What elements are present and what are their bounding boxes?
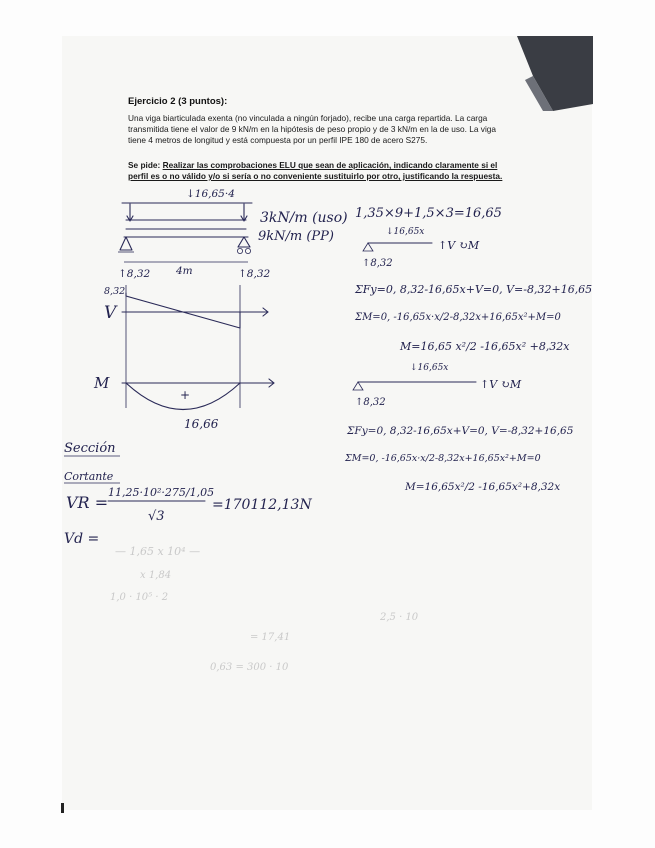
scan-edge-mark	[61, 803, 64, 813]
section-check	[64, 441, 312, 547]
load-use-label: 3kN/m (uso)	[260, 210, 348, 226]
moment-sign: +	[180, 388, 191, 402]
roller-support-right	[238, 237, 250, 247]
svg-text:— 1,65 x 10⁴ —: — 1,65 x 10⁴ —	[115, 545, 201, 558]
vd-label: Vd =	[64, 531, 100, 547]
load-pp-label: 9kN/m (PP)	[258, 229, 335, 244]
fbd1-reactions: ↑V ↻M	[438, 239, 480, 252]
exercise-statement: Una viga biarticulada exenta (no vinculada a ningún forjado), recibe una carga repartida. La carga transmitida tiene el valor de 9 kN/m en la hipótesis de peso propio y de 3 kN/m en la de uso. La viga tiene 4 metros de longitud y está compuesta por un perfil IPE 180 de acero S275.	[128, 113, 497, 145]
span-label: 4m	[176, 265, 193, 277]
question-text: Realizar las comprobaciones ELU que sean de aplicación, indicando claramente si el perfil es o no válido y/o si sería o no conveniente sustituirlo por otro, justificando la respuesta.	[128, 160, 503, 181]
vr-numerator: 11,25·10²·275/1,05	[108, 486, 215, 499]
fbd2-support-label: ↑8,32	[355, 397, 386, 408]
equilibrium-calculations	[344, 206, 592, 493]
fbd1-support-label: ↑8,32	[362, 258, 393, 269]
reaction-left-label: ↑8,32	[118, 268, 151, 280]
shear-value-label: 8,32	[104, 286, 126, 297]
exercise-title: Ejercicio 2 (3 puntos):	[128, 96, 228, 107]
fbd2-reactions: ↑V ↻M	[480, 378, 522, 391]
question-label: Se pide:	[128, 160, 161, 170]
moment-result-1: M=16,65 x²/2 -16,65x² +8,32x	[400, 340, 570, 353]
svg-text:2,5 · 10: 2,5 · 10	[380, 612, 419, 623]
fbd2-load-label: ↓16,65x	[410, 363, 449, 373]
moment-max-label: 16,66	[184, 417, 219, 431]
pinned-support-left	[120, 237, 132, 250]
vr-denominator: √3	[148, 509, 165, 524]
reaction-right-label: ↑8,32	[238, 268, 271, 280]
section-title: Sección	[64, 441, 116, 456]
svg-text:= 17,41: = 17,41	[250, 632, 291, 643]
shear-axis-label: V	[104, 303, 117, 323]
svg-text:0,63 = 300 · 10: 0,63 = 300 · 10	[210, 662, 289, 673]
svg-text:x 1,84: x 1,84	[140, 570, 172, 581]
equation-sum-fy-1: ΣFy=0, 8,32-16,65x+V=0, V=-8,32+16,65	[355, 283, 593, 296]
total-load-label: ↓16,65·4	[186, 188, 235, 200]
moment-axis-label: M	[94, 374, 110, 392]
equation-sum-m-1: ΣM=0, -16,65x·x/2-8,32x+16,65x²+M=0	[355, 312, 561, 323]
shear-line	[126, 293, 240, 328]
internal-force-diagrams	[93, 285, 274, 431]
vr-label: VR =	[66, 493, 109, 512]
bleed-through-text	[110, 545, 419, 673]
svg-text:1,0 · 10⁵ · 2: 1,0 · 10⁵ · 2	[110, 592, 169, 603]
fbd1-load-label: ↓16,65x	[386, 227, 425, 237]
load-combination: 1,35×9+1,5×3=16,65	[355, 206, 502, 221]
shear-subtitle: Cortante	[64, 470, 114, 483]
equation-sum-m-2: ΣM=0, -16,65x·x/2-8,32x+16,65x²+M=0	[345, 453, 541, 464]
vr-result: =170112,13N	[212, 497, 312, 513]
beam-sketch	[118, 188, 348, 280]
moment-result-2: M=16,65x²/2 -16,65x²+8,32x	[405, 481, 561, 493]
equation-sum-fy-2: ΣFy=0, 8,32-16,65x+V=0, V=-8,32+16,65	[347, 425, 574, 437]
